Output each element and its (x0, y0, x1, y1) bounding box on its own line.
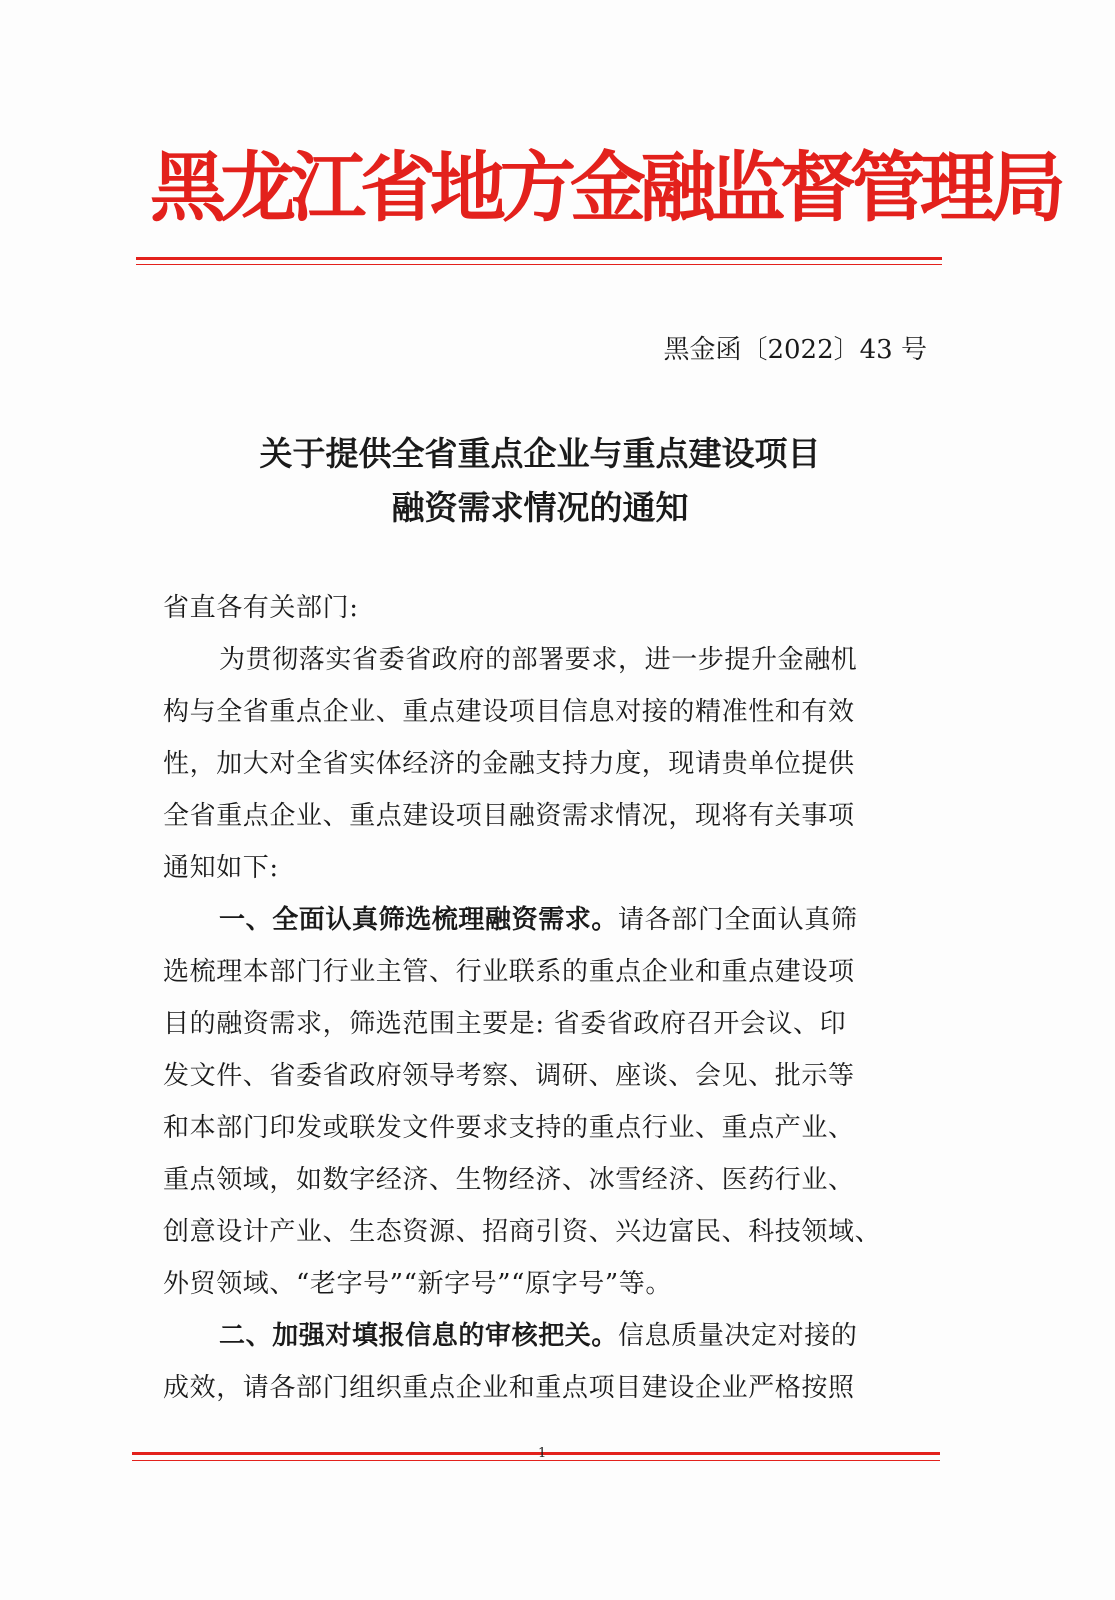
section-2-first-line (163, 1310, 933, 1362)
header-red-rule-thin (136, 264, 942, 265)
section-1-line: 重点领域，如数字经济、生物经济、冰雪经济、医药行业、 (163, 1165, 855, 1195)
section-1-line: 发文件、省委省政府领导考察、调研、座谈、会见、批示等 (163, 1061, 855, 1091)
section-2-text: 信息质量决定对接的 (618, 1321, 858, 1351)
section-1-heading: 一、全面认真筛选梳理融资需求。 (219, 905, 619, 935)
intro-line: 为贯彻落实省委省政府的部署要求，进一步提升金融机 (219, 645, 858, 675)
section-1-line: 目的融资需求，筛选范围主要是: 省委省政府召开会议、印 (163, 1009, 847, 1039)
section-1-line: 外贸领域、“老字号”“新字号”“原字号”等。 (163, 1269, 672, 1299)
page-number: 1 (538, 1446, 547, 1461)
document-body (163, 582, 933, 1414)
section-1-line: 和本部门印发或联发文件要求支持的重点行业、重点产业、 (163, 1113, 855, 1143)
section-1-line: 选梳理本部门行业主管、行业联系的重点企业和重点建设项 (163, 957, 855, 987)
footer-red-rule (132, 1452, 940, 1455)
salutation: 省直各有关部门: (163, 593, 359, 623)
issuing-authority-header: 黑龙江省地方金融监督管理局 (150, 143, 1060, 232)
document-title-line-2: 融资需求情况的通知 (391, 488, 689, 527)
footer-red-rule-thin (132, 1460, 940, 1461)
document-number: 黑金函〔2022〕43 号 (663, 335, 927, 365)
intro-line: 全省重点企业、重点建设项目融资需求情况，现将有关事项 (163, 801, 855, 831)
document-title-line-1: 关于提供全省重点企业与重点建设项目 (259, 434, 821, 473)
intro-line: 构与全省重点企业、重点建设项目信息对接的精准性和有效 (163, 697, 855, 727)
header-red-rule (136, 257, 942, 260)
intro-line: 通知如下: (163, 853, 279, 883)
section-2-line: 成效，请各部门组织重点企业和重点项目建设企业严格按照 (163, 1373, 855, 1403)
section-2-heading: 二、加强对填报信息的审核把关。 (219, 1321, 619, 1351)
section-1-text: 请各部门全面认真筛 (618, 905, 858, 935)
intro-line: 性，加大对全省实体经济的金融支持力度，现请贵单位提供 (163, 749, 855, 779)
section-1-first-line (163, 894, 933, 946)
section-1-line: 创意设计产业、生态资源、招商引资、兴边富民、科技领域、 (163, 1217, 882, 1247)
